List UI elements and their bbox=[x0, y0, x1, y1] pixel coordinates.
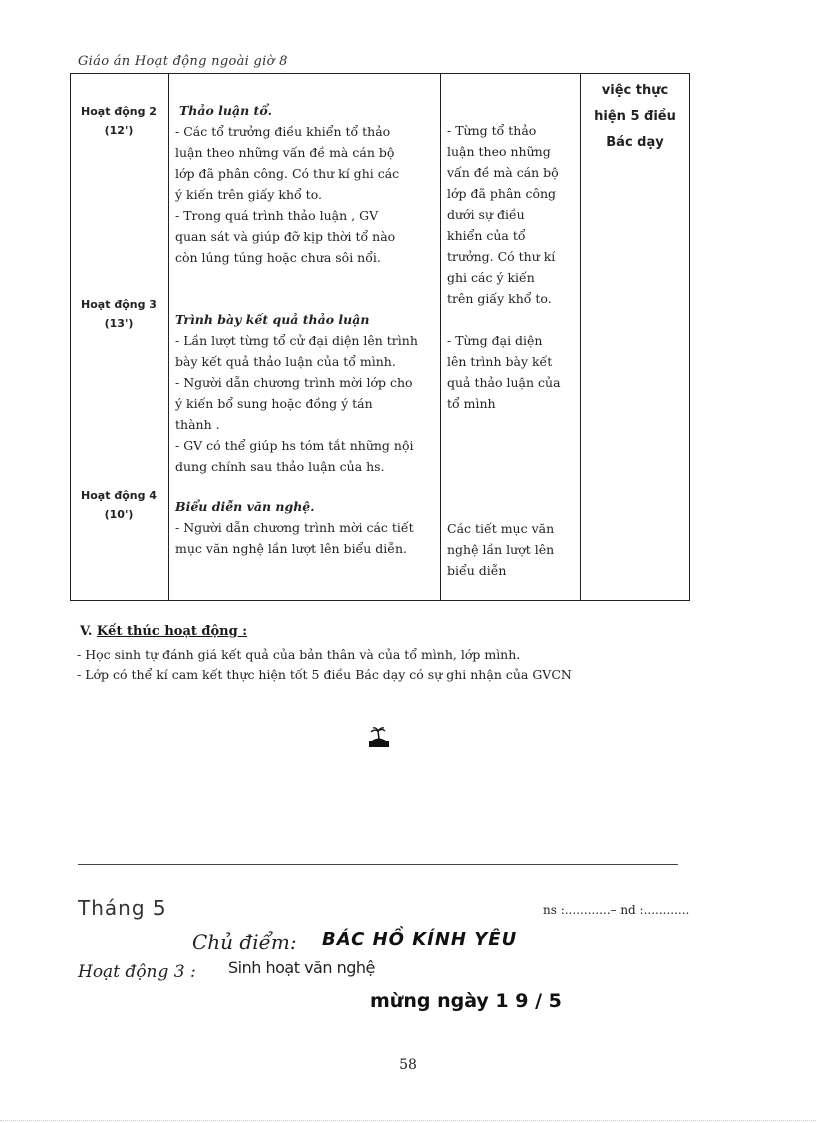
theme-label: Chủ điểm: bbox=[192, 930, 297, 954]
activity-title-line-1: Sinh hoạt văn nghệ bbox=[228, 958, 375, 977]
notes-column bbox=[581, 74, 690, 601]
teacher-block-presentation: Trình bày kết quả thảo luận - Lần lượt từng tổ cử đại diện lên trình bày kết quả thảo luận của tổ mình. - Người dẫn chương trình mời lớp cho ý kiến bổ sung hoặc đồng ý tán thành . - GV có thể giúp hs tóm tắt những nội dung chính sau thảo luận của hs. bbox=[175, 309, 440, 477]
teacher-block-title: Biểu diễn văn nghệ. bbox=[175, 499, 315, 514]
student-block-performance: Các tiết mục văn nghệ lần lượt lên biểu diễn bbox=[447, 521, 555, 578]
section-v-line-2: - Lớp có thể kí cam kết thực hiện tốt 5 điều Bác dạy có sự ghi nhận của GVCN bbox=[77, 667, 572, 682]
page-edge bbox=[0, 1120, 816, 1121]
teacher-block-performance: Biểu diễn văn nghệ. - Người dẫn chương trình mời các tiết mục văn nghệ lần lượt lên biểu diễn. bbox=[175, 496, 440, 559]
page-number: 58 bbox=[399, 1057, 417, 1073]
teacher-activities-column bbox=[169, 74, 441, 601]
divider bbox=[78, 864, 678, 865]
activity-column bbox=[71, 74, 169, 601]
activity-label: Hoạt động 3 : bbox=[78, 962, 196, 982]
activity-title-line-2: mừng ngày 1 9 / 5 bbox=[370, 990, 562, 1012]
activity-2: Hoạt động 2 (12') bbox=[81, 105, 157, 137]
teacher-block-discussion: Thảo luận tổ. - Các tổ trưởng điều khiển tổ thảo luận theo những vấn đề mà cán bộ lớp đã phân công. Có thư kí ghi các ý kiến trên giấy khổ to. - Trong quá trình thảo luận , GV quan sát và giúp đỡ kịp thời tổ nào còn lúng túng hoặc chưa sôi nổi. bbox=[175, 100, 440, 268]
section-v-line-1: - Học sinh tự đánh giá kết quả của bản thân và của tổ mình, lớp mình. bbox=[77, 647, 521, 662]
student-block-discussion: - Từng tổ thảo luận theo những vấn đề mà cán bộ lớp đã phân công dưới sự điều khiển của tổ trưởng. Có thư kí ghi các ý kiến trên giấy khổ to. bbox=[447, 123, 559, 306]
date-fields: ns :............– nd :............ bbox=[543, 903, 690, 917]
teacher-block-title: Thảo luận tổ. bbox=[179, 103, 273, 118]
running-header: Giáo án Hoạt động ngoài giờ 8 bbox=[78, 54, 288, 69]
island-icon bbox=[368, 726, 390, 752]
student-activities-column bbox=[441, 74, 581, 601]
activity-3: Hoạt động 3 (13') bbox=[81, 298, 157, 330]
notes-text: việc thực hiện 5 điều Bác dạy bbox=[594, 83, 676, 150]
month-label: Tháng 5 bbox=[78, 896, 167, 920]
section-v-heading: V. Kết thúc hoạt động : bbox=[80, 624, 248, 639]
student-block-presentation: - Từng đại diện lên trình bày kết quả thảo luận của tổ mình bbox=[447, 333, 561, 411]
teacher-block-title: Trình bày kết quả thảo luận bbox=[175, 312, 370, 327]
activity-4: Hoạt động 4 (10') bbox=[81, 489, 157, 521]
lesson-table bbox=[70, 73, 690, 601]
theme-value: BÁC HỒ KÍNH YÊU bbox=[322, 929, 518, 950]
